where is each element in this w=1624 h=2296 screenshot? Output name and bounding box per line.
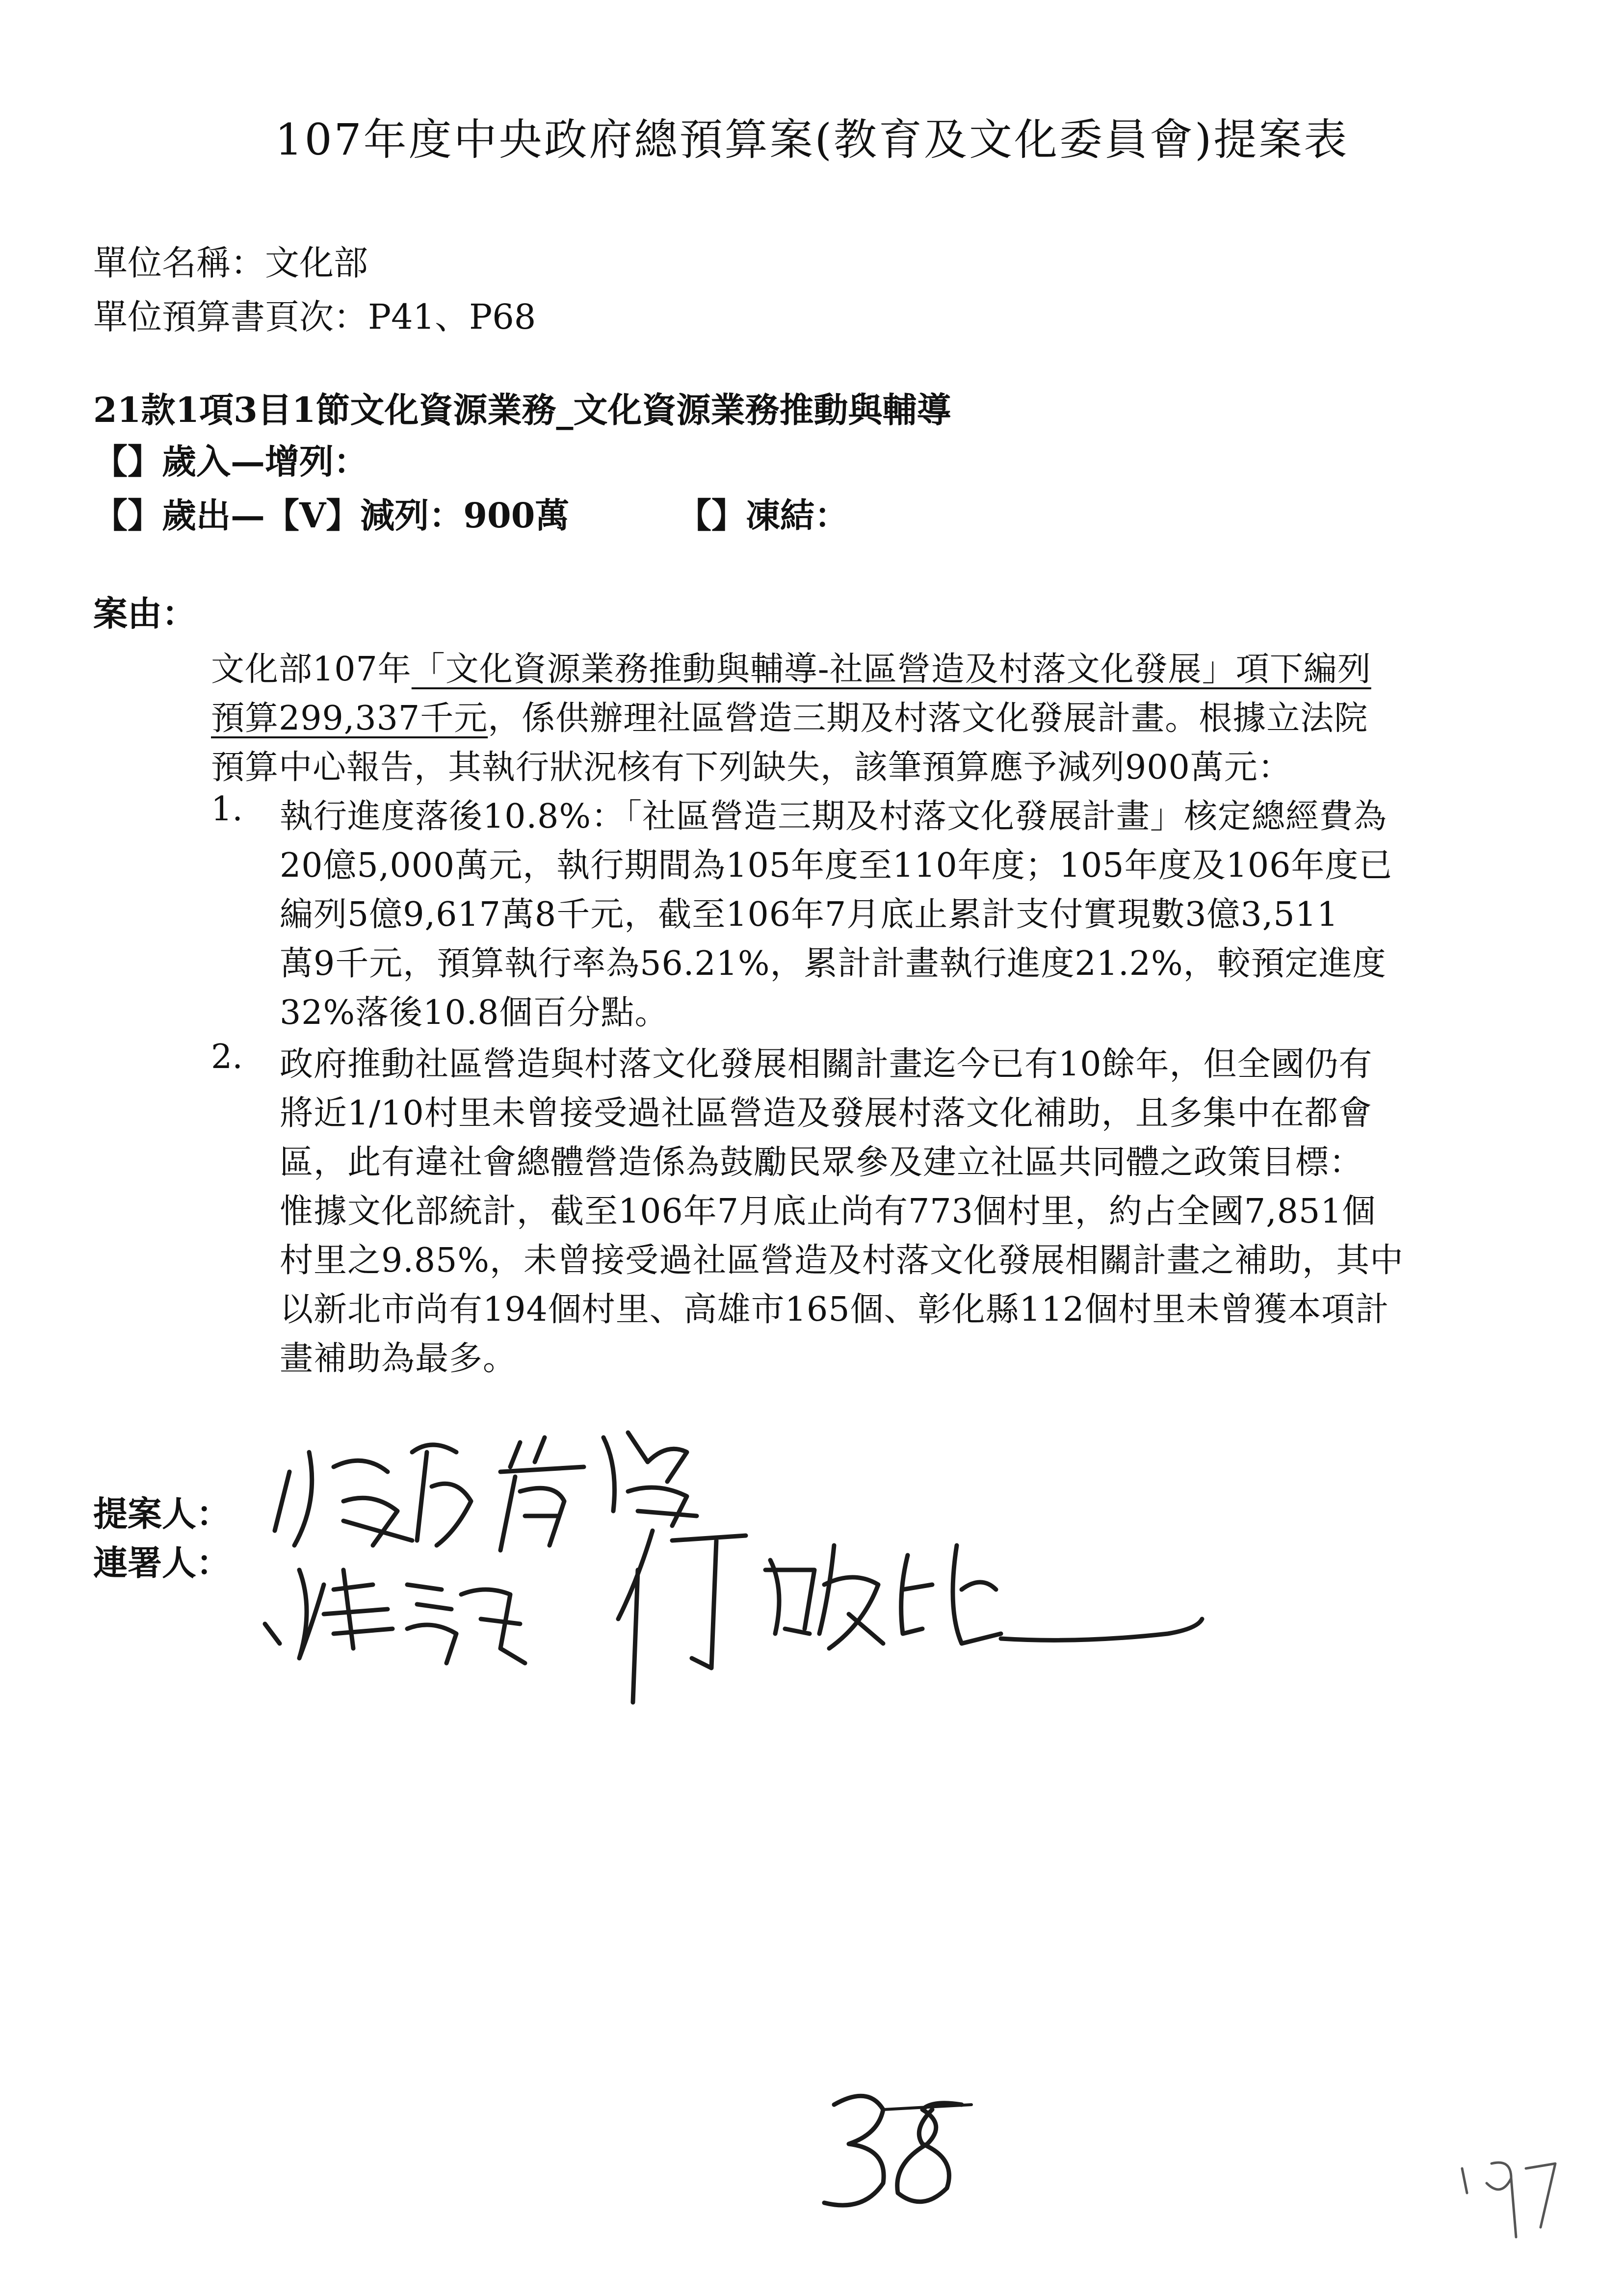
item-2-line: 將近1/10村里未曾接受過社區營造及發展村落文化補助，且多集中在都會 [280, 1094, 1372, 1133]
document-title: 107年度中央政府總預算案(教育及文化委員會)提案表 [275, 114, 1349, 165]
proposer-label: 提案人： [93, 1493, 231, 1534]
budget-pages: 單位預算書頁次：P41、P68 [93, 297, 536, 337]
section-heading: 21款1項3目1節文化資源業務_文化資源業務推動與輔導 [93, 390, 951, 430]
paragraph-underlined-1: 「文化資源業務推動與輔導-社區營造及村落文化發展」項下編列 [411, 650, 1371, 689]
paragraph-underlined-2: 預算299,337千元 [211, 699, 488, 738]
item-2-line: 惟據文化部統計，截至106年7月底止尚有773個村里，約占全國7,851個 [280, 1192, 1376, 1231]
proposer-signature [275, 1433, 697, 1550]
item-number: 2. [211, 1038, 243, 1076]
item-1-line: 32%落後10.8個百分點。 [280, 993, 669, 1032]
item-2-line: 以新北市尚有194個村里、高雄市165個、彰化縣112個村里未曾獲本項計 [280, 1290, 1389, 1329]
paragraph-suffix: ，係供辦理社區營造三期及村落文化發展計畫。根據立法院 [488, 699, 1368, 738]
item-2-line: 畫補助為最多。 [280, 1339, 517, 1378]
item-number: 1. [211, 790, 243, 829]
corner-number [1462, 2163, 1555, 2237]
unit-name: 單位名稱：文化部 [93, 243, 368, 283]
handwritten-page-number [824, 2096, 971, 2205]
paragraph-line-3: 預算中心報告，其執行狀況核有下列缺失，該筆預算應予減列900萬元： [211, 748, 1292, 787]
item-1-line: 編列5億9,617萬8千元，截至106年7月底止累計支付實現數3億3,511 [280, 895, 1339, 934]
reason-label: 案由： [93, 593, 196, 634]
item-2-line: 村里之9.85%，未曾接受過社區營造及村落文化發展相關計畫之補助，其中 [280, 1241, 1404, 1280]
item-1-line: 萬9千元，預算執行率為56.21%，累計計畫執行進度21.2%，較預定進度 [280, 944, 1387, 983]
paragraph-prefix: 文化部107年 [211, 650, 412, 689]
revenue-line: 【】歲入—增列： [93, 441, 368, 482]
item-1-line: 執行進度落後10.8%：「社區營造三期及村落文化發展計畫」核定總經費為 [280, 797, 1388, 836]
item-2-line: 區，此有違社會總體營造係為鼓勵民眾參及建立社區共同體之政策目標： [280, 1143, 1363, 1182]
cosigner-signature-2 [618, 1531, 1202, 1702]
cosigner-label: 連署人： [93, 1542, 231, 1583]
item-1-line: 20億5,000萬元，執行期間為105年度至110年度；105年度及106年度已 [280, 846, 1393, 885]
freeze-line: 【】凍結： [677, 495, 849, 536]
cosigner-signature-1 [265, 1570, 525, 1663]
item-2-line: 政府推動社區營造與村落文化發展相關計畫迄今已有10餘年，但全國仍有 [280, 1045, 1373, 1084]
expense-line: 【】歲出—【V】減列：900萬 [93, 495, 570, 536]
